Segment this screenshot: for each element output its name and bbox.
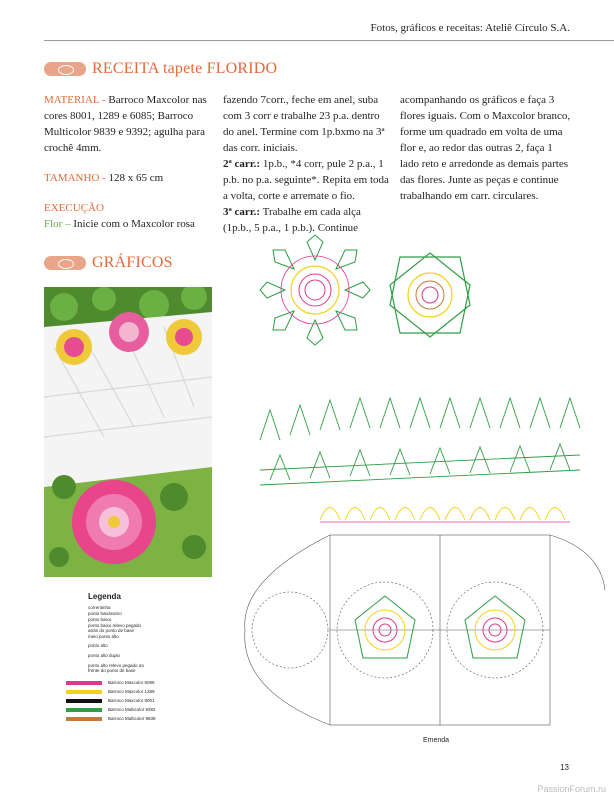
swatch (66, 690, 102, 694)
yellow-band (320, 508, 565, 521)
column-1 (44, 92, 214, 232)
material-label: MATERIAL - (44, 94, 109, 106)
legend-title: Legenda (88, 592, 121, 601)
col2-p1: fazendo 7corr., feche em anel, suba com 3 corr e trabalhe 23 p.a. dentro do anel. Termine com 1p.bxmo na 3ª das corr. iniciais. (223, 94, 385, 154)
flower-chart-2 (390, 253, 470, 337)
legend-symbol: ponto alto duplo (88, 653, 121, 658)
c3-label: 3ª carr.: (223, 206, 261, 218)
c2-text: 1p.b., *4 corr, pule 2 p.a., 1 p.b. no p.a. seguinte*. Repita em toda a volta, corte e arremate o fio. (223, 158, 389, 202)
legend-symbol: ponto alto relevo pegado na (88, 663, 144, 668)
column-2 (223, 92, 391, 236)
recipe-title (44, 60, 277, 78)
legend-symbol: frente do ponto de base (88, 668, 136, 673)
rug-flower-right (465, 596, 525, 658)
legend-swatch-row (66, 680, 155, 685)
legend-symbol: ponto baixíssimo (88, 611, 122, 616)
tamanho-label: TAMANHO - (44, 172, 109, 184)
swatch (66, 681, 102, 685)
column-3 (400, 92, 572, 204)
c2-label: 2ª carr.: (223, 158, 261, 170)
recipe-title-text: RECEITA tapete FLORIDO (92, 60, 278, 77)
c3-text: Trabalhe em cada alça (1p.b., 5 p.a., 1 p.b.). Continue (223, 206, 361, 234)
crochet-charts (230, 230, 614, 760)
swatch-label: Barroco Multicolor 9839 (108, 716, 156, 721)
page-number: 13 (560, 763, 569, 772)
legend-symbol: meio ponto alto (88, 634, 119, 639)
legend-symbol: ponto alto (88, 643, 108, 648)
edge-band (260, 398, 580, 485)
swatch-label: Barroco Maxcolor 1289 (108, 689, 155, 694)
execucao-label: EXECUÇÃO (44, 202, 104, 214)
rug-photo (44, 287, 212, 577)
rug-chart (245, 535, 605, 725)
header-rule (44, 40, 614, 41)
page-header: Fotos, gráficos e receitas: Ateliê Círculo S.A. (370, 22, 570, 34)
legend-symbol: ponto baixo (88, 617, 112, 622)
flor-label: Flor – (44, 218, 74, 230)
flor-text: Inicie com o Maxcolor rosa (73, 218, 195, 230)
watermark: PassionForum.ru (537, 784, 606, 794)
legend-symbol: atrás do ponto de base (88, 628, 135, 633)
rug-flower-left (355, 596, 415, 658)
section-ornament-icon (44, 256, 86, 270)
graphs-title (44, 254, 173, 272)
swatch-label: Barroco Maxcolor 8001 (108, 698, 155, 703)
col3-p1: acompanhando os gráficos e faça 3 flores iguais. Com o Maxcolor branco, forme um quadrado em volta de uma flor e, ao redor das outras 2, faça 1 lado reto e arredonde as demais partes das flores. Junte as peças e continue trabalhando em carr. circulares. (400, 94, 571, 202)
swatch (66, 708, 102, 712)
swatch-label: Barroco Multicolor 9392 (108, 707, 156, 712)
swatch-label: Barroco Maxcolor 6085 (108, 680, 155, 685)
legend (58, 588, 178, 721)
legend-swatch-row (66, 716, 156, 721)
swatch (66, 717, 102, 721)
material-text: Barroco Maxcolor nas cores 8001, 1289 e 6085; Barroco Multicolor 9839 e 9392; agulha para crochê 4mm. (44, 94, 207, 154)
legend-symbol: correntinha (88, 605, 111, 610)
legend-swatch-row (66, 689, 155, 694)
legend-swatch-row (66, 707, 156, 712)
tamanho-text: 128 x 65 cm (108, 172, 164, 184)
emenda-label: Emenda (423, 737, 450, 744)
swatch (66, 699, 102, 703)
section-ornament-icon (44, 62, 86, 76)
legend-swatch-row (66, 698, 155, 703)
flower-chart-1 (260, 235, 370, 345)
graphs-title-text: GRÁFICOS (92, 254, 173, 271)
legend-symbol: ponto baixo relevo pegado (88, 623, 142, 628)
